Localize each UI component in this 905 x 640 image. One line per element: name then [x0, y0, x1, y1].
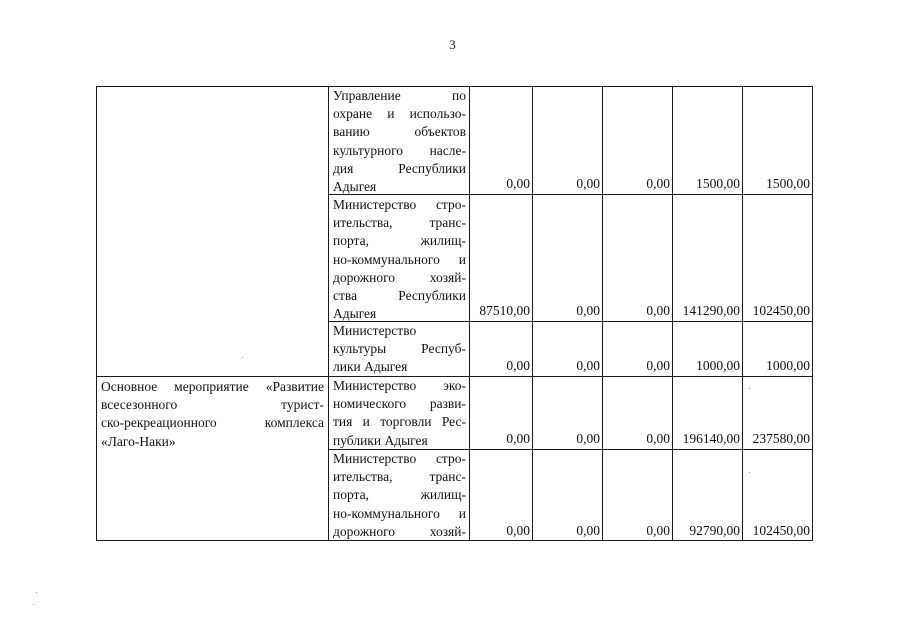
value-cell: 87510,00	[479, 303, 530, 318]
executor-line: номического разви-	[333, 396, 466, 412]
value-cell: 92790,00	[689, 523, 740, 538]
value-cell: 141290,00	[682, 303, 740, 318]
executor-line: но-коммунального и	[333, 251, 466, 267]
executor-line: Управление по	[333, 88, 466, 103]
executor-line: дия Республики	[333, 160, 466, 176]
value-cell: 0,00	[506, 176, 530, 191]
executor-line: ительства, транс-	[333, 469, 466, 485]
activity-line: Основное мероприятие «Развитие	[101, 379, 324, 394]
value-cell: 0,00	[576, 176, 600, 191]
value-cell: 102450,00	[752, 523, 810, 538]
value-cell: 1000,00	[696, 358, 740, 373]
executor-cell	[333, 450, 466, 541]
value-cell: 196140,00	[682, 431, 740, 446]
value-cell: 0,00	[646, 303, 670, 318]
executor-line: публики Адыгея	[333, 432, 428, 448]
executor-line: дорожного хозяй-	[333, 269, 466, 285]
page-number: 3	[449, 37, 456, 52]
executor-cell	[333, 87, 466, 196]
executor-line: лики Адыгея	[333, 359, 408, 375]
executor-line: порта, жилищ-	[333, 487, 466, 503]
activity-cell	[101, 378, 324, 451]
executor-line: тия и торговли Рес-	[333, 414, 466, 430]
value-cell: 0,00	[506, 431, 530, 446]
value-cell: 0,00	[646, 431, 670, 446]
scan-speck	[242, 357, 243, 358]
value-cell: 0,00	[646, 176, 670, 191]
executor-line: культурного насле-	[333, 142, 466, 158]
executor-line: Министерство стро-	[333, 451, 466, 466]
executor-line: ства Республики	[333, 288, 466, 304]
value-cell: 0,00	[646, 358, 670, 373]
activity-line: всесезонного турист-	[101, 397, 324, 413]
value-cell: 0,00	[576, 431, 600, 446]
value-cell: 1500,00	[766, 176, 810, 191]
value-cell: 102450,00	[752, 303, 810, 318]
activity-line: ско-рекреационного комплекса	[101, 415, 324, 431]
value-cell: 0,00	[576, 303, 600, 318]
value-cell: 1500,00	[696, 176, 740, 191]
executor-line: порта, жилищ-	[333, 233, 466, 249]
executor-line: Министерство стро-	[333, 197, 466, 212]
scan-speck	[33, 604, 34, 605]
scan-speck	[749, 472, 750, 473]
activity-line: «Лаго-Наки»	[101, 433, 176, 449]
executor-line: Министерство эко-	[333, 378, 466, 393]
value-cell: 0,00	[506, 523, 530, 538]
executor-cell	[333, 196, 466, 323]
executor-line: дорожного хозяй-	[333, 523, 466, 539]
executor-cell	[333, 377, 466, 450]
executor-line: Адыгея	[333, 306, 377, 322]
executor-line: ванию объектов	[333, 124, 466, 140]
executor-line: Адыгея	[333, 179, 377, 195]
executor-line: но-коммунального и	[333, 505, 466, 521]
executor-line: культуры Респуб-	[333, 341, 466, 357]
executor-cell	[333, 322, 466, 377]
value-cell: 0,00	[506, 358, 530, 373]
value-cell: 0,00	[646, 523, 670, 538]
value-cell: 0,00	[576, 523, 600, 538]
executor-line: ительства, транс-	[333, 215, 466, 231]
value-cell: 1000,00	[766, 358, 810, 373]
scan-speck	[749, 388, 750, 389]
executor-line: охране и использо-	[333, 106, 466, 122]
executor-line: Министерство	[333, 323, 417, 338]
value-cell: 0,00	[576, 358, 600, 373]
scan-speck	[36, 592, 37, 593]
value-cell: 237580,00	[752, 431, 810, 446]
